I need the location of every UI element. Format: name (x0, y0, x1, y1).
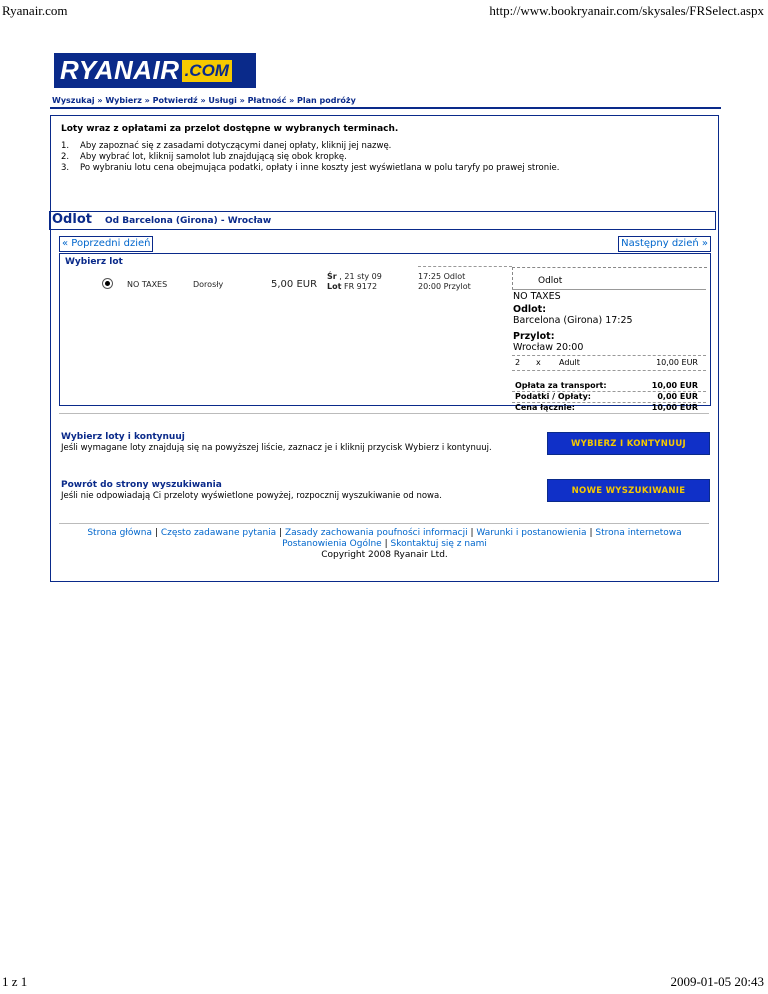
section-divider (59, 413, 709, 414)
summary-header-label: Odlot (538, 276, 563, 286)
step-text: Aby zapoznać się z zasadami dotyczącymi danej opłaty, kliknij jej nazwę. (80, 141, 392, 151)
flight-times (418, 272, 471, 292)
passenger-type: Dorosły (193, 280, 224, 289)
fare-summary-panel (512, 267, 706, 412)
fare-name-link[interactable]: NO TAXES (127, 280, 168, 289)
flight-label: Lot (327, 282, 342, 291)
next-day-link[interactable]: Następny dzień » (618, 236, 711, 252)
fare-price: 5,00 EUR (271, 279, 318, 290)
footer-link-contact[interactable]: Skontaktuj się z nami (390, 539, 487, 549)
intro-title: Loty wraz z opłatami za przelot dostępne w wybranych terminach. (61, 124, 399, 134)
step-text: Po wybraniu lotu cena obejmująca podatki, opłaty i inne koszty jest wyświetlana w polu taryfy po prawej stronie. (80, 163, 560, 173)
footer-link-privacy[interactable]: Zasady zachowania poufności informacji (285, 528, 468, 538)
flight-radio-button[interactable] (102, 278, 113, 289)
previous-day-link[interactable]: « Poprzedni dzień (59, 236, 153, 252)
flight-date: , 21 sty 09 (339, 272, 382, 281)
pax-count: 2 (515, 358, 521, 367)
print-header-title: Ryanair.com (2, 3, 68, 18)
arrival-time: 20:00 Przylot (418, 282, 471, 291)
time-divider (418, 266, 512, 267)
new-search-text: Jeśli nie odpowiadają Ci przeloty wyświetlone powyżej, rozpocznij wyszukiwanie od nowa. (61, 491, 442, 501)
day-label: Śr (327, 272, 337, 281)
instruction-step-2 (61, 152, 559, 163)
main-panel (50, 115, 719, 582)
summary-fare-name: NO TAXES (513, 291, 561, 302)
footer-link-faq[interactable]: Często zadawane pytania (160, 528, 277, 538)
footer-separator: | (154, 528, 158, 538)
totals-values (652, 380, 698, 413)
transport-fee-label: Opłata za transport: (515, 381, 607, 390)
continue-title: Wybierz loty i kontynuuj (61, 432, 185, 442)
instruction-step-3 (61, 163, 559, 174)
fare-summary-header (512, 267, 707, 290)
footer-link-home[interactable]: Strona główna (87, 528, 153, 538)
pax-multiplier: x (536, 358, 541, 367)
footer-link-terms[interactable]: Warunki i postanowienia (476, 528, 587, 538)
summary-dash-divider (512, 370, 706, 371)
footer-link-general-terms[interactable]: Strona internetowa Postanowienia Ogólne (282, 528, 682, 549)
new-search-title: Powrót do strony wyszukiwania (61, 480, 222, 490)
print-header-url: http://www.bookryanair.com/skysales/FRSelect.aspx (489, 3, 764, 18)
step-number: 2. (61, 152, 70, 162)
footer-divider (59, 523, 709, 524)
journey-header (49, 211, 716, 230)
step-number: 1. (61, 141, 70, 151)
logo-suffix: .COM (182, 60, 232, 82)
footer-links (71, 528, 698, 561)
summary-dash-divider (512, 391, 706, 392)
continue-text: Jeśli wymagane loty znajdują się na powyższej liście, zaznacz je i kliknij przycisk Wybierz i kontynuuj. (61, 443, 492, 453)
ryanair-logo[interactable] (54, 53, 256, 88)
transport-fee-value: 10,00 EUR (651, 381, 698, 390)
journey-route: Od Barcelona (Girona) - Wrocław (105, 216, 272, 226)
footer-separator: | (470, 528, 474, 538)
flight-number: FR 9172 (343, 282, 378, 291)
journey-label: Odlot (52, 212, 92, 227)
summary-dash-divider (512, 355, 706, 356)
taxes-label: Podatki / Opłaty: (515, 392, 591, 401)
flight-date-info (327, 272, 382, 292)
footer-separator: | (279, 528, 283, 538)
taxes-value: 0,00 EUR (657, 392, 698, 401)
select-and-continue-button[interactable]: WYBIERZ I KONTYNUUJ (547, 432, 710, 455)
pax-amount: 10,00 EUR (656, 358, 698, 367)
breadcrumb: Wyszukaj » Wybierz » Potwierdź » Usługi » Płatność » Plan podróży (52, 96, 356, 105)
new-search-button[interactable]: NOWE WYSZUKIWANIE (547, 479, 710, 502)
summary-divider (512, 289, 706, 290)
departure-time: 17:25 Odlot (418, 272, 466, 281)
summary-arrival-value: Wrocław 20:00 (513, 342, 584, 353)
total-price-label: Cena łącznie: (515, 403, 576, 412)
flight-selection-title: Wybierz lot (65, 257, 123, 267)
step-text: Aby wybrać lot, kliknij samolot lub znajdującą się obok kropkę. (80, 152, 347, 162)
summary-arrival-label: Przylot: (513, 331, 555, 342)
copyright: Copyright 2008 Ryanair Ltd. (321, 550, 448, 560)
summary-departure-label: Odlot: (513, 304, 546, 315)
logo-main-text: RYANAIR (60, 55, 180, 85)
header-divider (50, 107, 721, 109)
print-footer-timestamp: 2009-01-05 20:43 (670, 974, 764, 989)
print-footer-page: 1 z 1 (2, 974, 28, 989)
instruction-step-1 (61, 141, 559, 152)
summary-departure-value: Barcelona (Girona) 17:25 (513, 315, 633, 326)
summary-dash-divider (512, 402, 706, 403)
footer-separator: | (589, 528, 593, 538)
flight-selection-box (59, 253, 711, 412)
footer-separator: | (384, 539, 388, 549)
totals-labels (515, 380, 607, 413)
step-number: 3. (61, 163, 70, 173)
pax-type: Adult (559, 358, 580, 367)
instructions-list (61, 141, 559, 174)
total-price-value: 10,00 EUR (651, 403, 698, 412)
